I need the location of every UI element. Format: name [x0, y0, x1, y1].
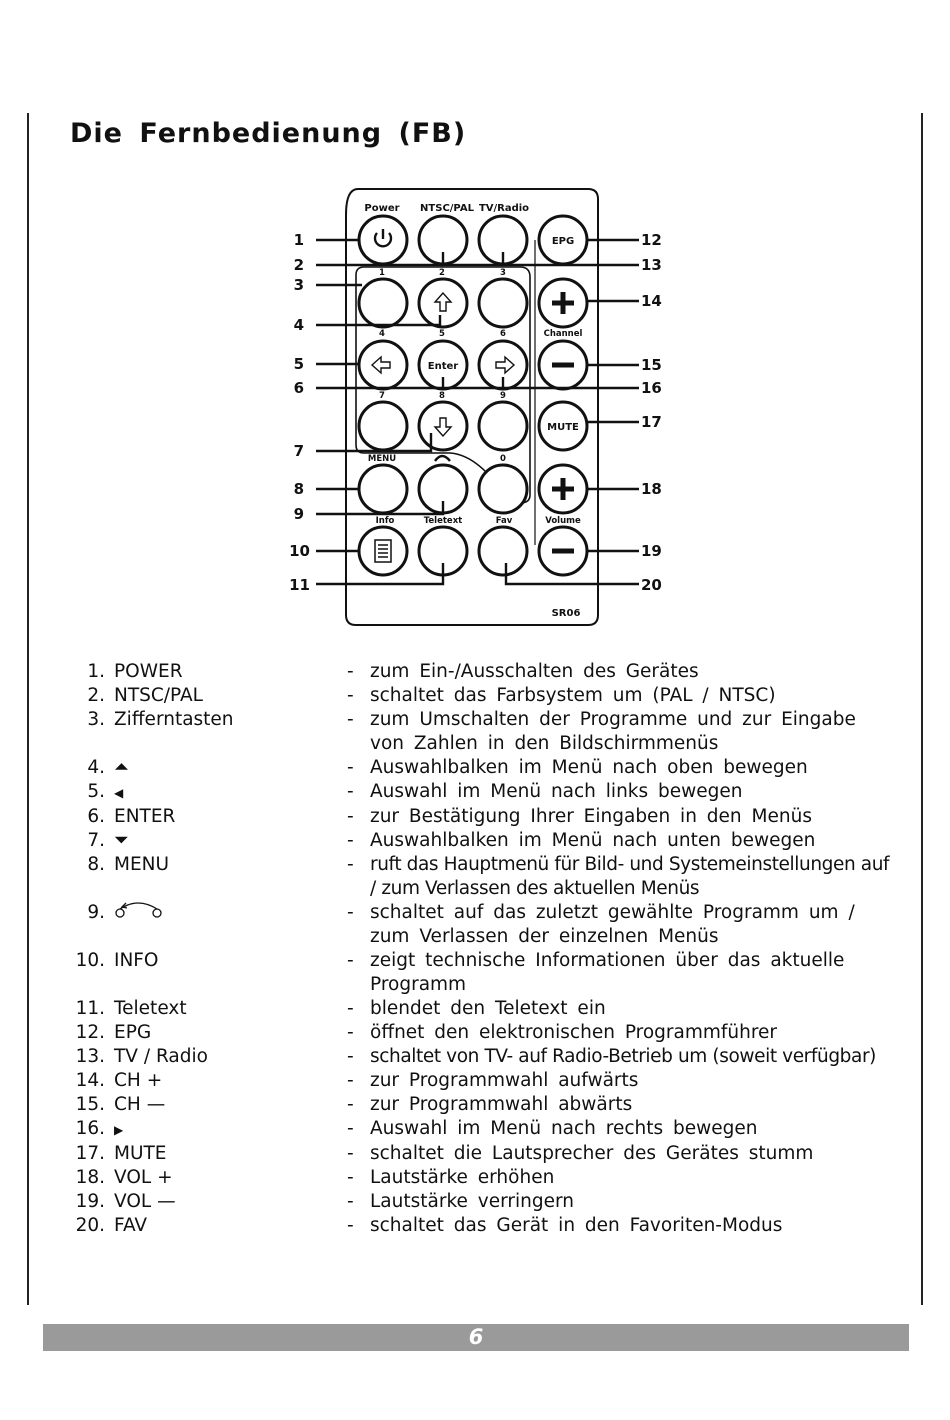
- recall-icon: [114, 901, 164, 921]
- callout-20: 20: [641, 576, 662, 594]
- list-item: 10. INFO - zeigt technische Informationen über das aktuelle Programm: [75, 950, 845, 995]
- digit-2-up-button[interactable]: [419, 279, 467, 327]
- callout-5: 5: [293, 355, 304, 373]
- callout-9: 9: [293, 505, 304, 523]
- callout-8: 8: [293, 480, 304, 498]
- callout-13: 13: [641, 256, 662, 274]
- digit-label-1: 1: [379, 268, 385, 278]
- list-item: 7. ⏷ - Auswahlbalken im Menü nach unten bewegen: [87, 830, 816, 851]
- triangle-down-icon: ⏷: [114, 830, 129, 851]
- remote-control-diagram: [280, 185, 680, 630]
- digit-1-button[interactable]: [359, 279, 407, 327]
- digit-label-0: 0: [500, 454, 506, 464]
- triangle-up-icon: ⏶: [114, 757, 129, 778]
- callout-3: 3: [293, 276, 304, 294]
- recall-icon: [435, 456, 450, 461]
- menu-button[interactable]: [359, 465, 407, 513]
- digit-label-9: 9: [500, 391, 506, 401]
- key-description-list: [62, 660, 892, 1238]
- list-item: 1. POWER - zum Ein-/Ausschalten des Gerätes: [87, 661, 699, 682]
- info-button[interactable]: [359, 527, 407, 575]
- list-item: 14. CH + - zur Programmwahl aufwärts: [75, 1070, 639, 1091]
- callout-10: 10: [289, 542, 310, 560]
- enter-button-label: Enter: [427, 361, 459, 372]
- digit-label-2: 2: [439, 268, 445, 278]
- list-item: 5. ◀ - Auswahl im Menü nach links bewegen: [87, 781, 743, 802]
- list-item: 8. MENU - ruft das Hauptmenü für Bild- und Systemeinstellungen auf / zum Verlassen des aktuellen Menüs: [87, 854, 890, 899]
- list-item: 12. EPG - öffnet den elektronischen Programmführer: [75, 1022, 778, 1043]
- page-title: Die Fernbedienung (FB): [70, 118, 467, 149]
- callout-4: 4: [293, 316, 304, 334]
- list-item: 13. TV / Radio - schaltet von TV- auf Radio-Betrieb um (soweit verfügbar): [75, 1046, 876, 1067]
- tv-radio-label: TV/Radio: [478, 203, 530, 214]
- callout-14: 14: [641, 292, 662, 310]
- list-item: 18. VOL + - Lautstärke erhöhen: [75, 1167, 555, 1188]
- digit-3-button[interactable]: [479, 279, 527, 327]
- fav-label: Fav: [495, 516, 513, 526]
- triangle-left-icon: ◀: [114, 786, 124, 800]
- list-item: 15. CH — - zur Programmwahl abwärts: [75, 1094, 633, 1115]
- list-item: 9. - schaltet auf das zuletzt gewählte Programm um / zum Verlassen der einzelnen Menüs: [87, 902, 855, 947]
- right-margin-line: [921, 113, 923, 1305]
- digit-0-button[interactable]: [479, 465, 527, 513]
- callout-17: 17: [641, 413, 662, 431]
- list-item: 6. ENTER - zur Bestätigung Ihrer Eingaben in den Menüs: [87, 806, 812, 827]
- callout-1: 1: [293, 231, 304, 249]
- fav-button[interactable]: [479, 527, 527, 575]
- mute-button-label: MUTE: [547, 422, 579, 433]
- volume-label: Volume: [545, 516, 581, 526]
- power-button[interactable]: [359, 216, 407, 264]
- digit-8-down-button[interactable]: [419, 402, 467, 450]
- digit-label-7: 7: [379, 391, 385, 401]
- list-item: 17. MUTE - schaltet die Lautsprecher des Gerätes stumm: [75, 1143, 814, 1164]
- teletext-label: Teletext: [423, 516, 463, 526]
- page-number: 6: [468, 1325, 484, 1349]
- digit-9-button[interactable]: [479, 402, 527, 450]
- digit-label-8: 8: [439, 391, 445, 401]
- list-item: 19. VOL — - Lautstärke verringern: [75, 1191, 574, 1212]
- callout-18: 18: [641, 480, 662, 498]
- ntsc-pal-label: NTSC/PAL: [420, 203, 474, 214]
- list-item: 16. ▶ - Auswahl im Menü nach rechts bewegen: [75, 1118, 758, 1139]
- left-margin-line: [27, 113, 29, 1305]
- power-label: Power: [364, 203, 400, 214]
- list-item: 11. Teletext - blendet den Teletext ein: [75, 998, 606, 1019]
- model-label: SR06: [551, 608, 581, 619]
- channel-label: Channel: [543, 329, 583, 339]
- info-label: Info: [375, 516, 395, 526]
- callout-12: 12: [641, 231, 662, 249]
- callout-19: 19: [641, 542, 662, 560]
- callout-7: 7: [293, 442, 304, 460]
- list-item: 20. FAV - schaltet das Gerät in den Favoriten-Modus: [75, 1215, 783, 1236]
- list-item: 4. ⏶ - Auswahlbalken im Menü nach oben bewegen: [87, 757, 808, 778]
- callout-15: 15: [641, 356, 662, 374]
- page-footer-bar: [43, 1324, 909, 1351]
- callout-6: 6: [293, 379, 304, 397]
- triangle-right-icon: ▶: [114, 1123, 124, 1137]
- digit-label-3: 3: [500, 268, 506, 278]
- digit-label-6: 6: [500, 329, 506, 339]
- digit-label-5: 5: [439, 329, 445, 339]
- epg-button-label: EPG: [551, 236, 575, 247]
- callout-2: 2: [293, 256, 304, 274]
- list-item: 2. NTSC/PAL - schaltet das Farbsystem um (PAL / NTSC): [87, 685, 776, 706]
- list-item: 3. Zifferntasten - zum Umschalten der Programme und zur Eingabe von Zahlen in den Bildschirmmenüs: [87, 709, 856, 754]
- digit-label-4: 4: [379, 329, 385, 339]
- menu-label: MENU: [367, 454, 397, 464]
- callout-16: 16: [641, 379, 662, 397]
- digit-4-left-button[interactable]: [359, 341, 407, 389]
- callout-11: 11: [289, 576, 310, 594]
- digit-7-button[interactable]: [359, 402, 407, 450]
